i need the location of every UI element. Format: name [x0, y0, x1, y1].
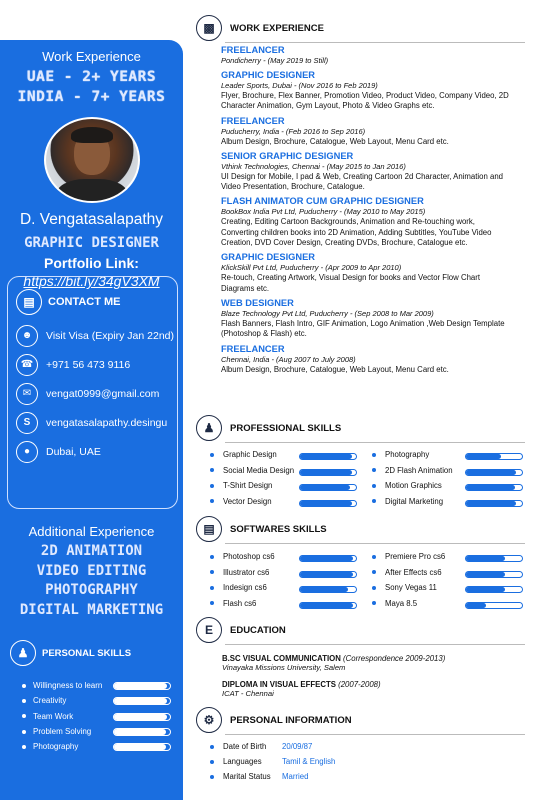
- people-icon: ♟: [196, 415, 222, 441]
- job-entry: [221, 151, 511, 193]
- job-entry: [221, 344, 511, 375]
- job-description: Album Design, Brochure, Catalogue, Web Layout, Menu Card etc.: [221, 364, 449, 374]
- job-description: Album Design, Brochure, Catalogue, Web Layout, Menu Card etc.: [221, 136, 449, 146]
- contact-visa: ☻ Visit Visa (Expiry Jan 22nd): [16, 321, 177, 350]
- job-subtitle: BookBox India Pvt Ltd, Puducherry - (May 2010 to May 2015): [221, 207, 426, 217]
- skill-level-bar: [465, 555, 523, 562]
- skill-label: Premiere Pro cs6: [385, 552, 446, 561]
- contact-heading: ▤ CONTACT ME: [16, 289, 177, 315]
- software-skill-row: [372, 568, 442, 577]
- job-title: GRAPHIC DESIGNER: [221, 70, 316, 80]
- job-subtitle: Leader Sports, Dubai - (Nov 2016 to Feb 2019): [221, 81, 378, 90]
- skill-level-bar: [113, 697, 171, 705]
- education-school: Vinayaka Missions University, Salem: [222, 663, 346, 672]
- bullet-icon: [372, 499, 376, 503]
- job-description: Re-touch, Creating Artwork, Visual Design for books and Vector Flow Chart Diagrams etc.: [221, 273, 481, 293]
- skill-level-bar: [299, 586, 357, 593]
- bullet-icon: [372, 555, 376, 559]
- job-title: WEB DESIGNER: [221, 297, 294, 308]
- bullet-icon: [22, 730, 26, 734]
- skill-label: Problem Solving: [33, 727, 92, 737]
- job-entry: [221, 196, 511, 248]
- skill-label: Illustrator cs6: [223, 567, 270, 577]
- skill-level-bar: [299, 571, 357, 578]
- personal-skill-row: [22, 709, 180, 724]
- personal-info-row: [210, 772, 510, 781]
- contact-email[interactable]: ✉ vengat0999@gmail.com: [16, 379, 177, 408]
- briefcase-icon: ▩: [196, 15, 222, 41]
- software-skill-row: [372, 599, 417, 608]
- document-icon: E: [196, 617, 222, 643]
- job-title: SENIOR GRAPHIC DESIGNER: [221, 150, 354, 161]
- personal-skill-row: [22, 693, 180, 708]
- skill-level-bar: [113, 728, 171, 736]
- bullet-icon: [372, 601, 376, 605]
- skill-level-bar: [465, 586, 523, 593]
- info-value: Tamil & English: [282, 757, 336, 766]
- professional-skill-row: [372, 466, 453, 475]
- job-title: FREELANCER: [221, 45, 285, 55]
- job-subtitle: KlickSkill Pvt Ltd, Puducherry - (Apr 2009 to Apr 2010): [221, 263, 402, 273]
- skill-label: Photography: [33, 742, 79, 752]
- personal-skill-row: [22, 724, 180, 739]
- skill-label: After Effects cs6: [385, 567, 442, 577]
- contact-card-icon: ▤: [16, 289, 42, 315]
- personal-info-heading: ⚙ PERSONAL INFORMATION: [196, 706, 352, 734]
- info-value: Married: [282, 772, 309, 781]
- job-entry: [221, 116, 511, 147]
- job-subtitle: Vthink Technologies, Chennai - (May 2015 to Jan 2016): [221, 161, 406, 171]
- bullet-icon: [210, 601, 214, 605]
- job-entry: [221, 298, 511, 340]
- software-skills-heading: ▤ SOFTWARES SKILLS: [196, 515, 327, 543]
- professional-skills-heading: ♟ PROFESSIONAL SKILLS: [196, 414, 341, 442]
- portfolio-link[interactable]: https://bit.ly/34gV3XM: [23, 273, 160, 289]
- info-value: 20/09/87: [282, 742, 313, 751]
- education-degree: B.SC VISUAL COMMUNICATION (Correspondence 2009-2013): [222, 654, 446, 663]
- skill-level-bar: [465, 500, 523, 507]
- software-skill-row: [372, 583, 437, 592]
- bullet-icon: [210, 468, 214, 472]
- professional-skill-row: [210, 466, 294, 475]
- skill-level-bar: [465, 602, 523, 609]
- skill-level-bar: [113, 682, 171, 690]
- job-subtitle: Puducherry, India - (Feb 2016 to Sep 2016): [221, 126, 366, 136]
- skill-level-bar: [465, 571, 523, 578]
- bullet-icon: [210, 453, 214, 457]
- work-experience-heading: ▩ WORK EXPERIENCE: [196, 14, 324, 42]
- job-entry: [221, 252, 511, 294]
- software-skill-row: [210, 599, 256, 608]
- job-subtitle: Pondicherry - (May 2019 to Still): [221, 56, 329, 65]
- education-school: ICAT - Chennai: [222, 689, 274, 698]
- skill-label: Creativity: [33, 696, 67, 706]
- skill-level-bar: [299, 453, 357, 460]
- additional-item: PHOTOGRAPHY: [45, 582, 138, 598]
- job-entry: [221, 70, 511, 112]
- personal-skill-row: [22, 739, 180, 754]
- contact-box: [7, 276, 178, 509]
- skill-level-bar: [299, 602, 357, 609]
- skill-label: Indesign cs6: [223, 583, 267, 592]
- software-skill-row: [210, 552, 275, 561]
- job-description: Flyer, Brochure, Flex Banner, Promotion Video, Product Video, Company Video, 2D Character Animation, Gym Layout, Photo & Video Graphs etc.: [221, 91, 509, 111]
- contact-location: ● Dubai, UAE: [16, 437, 177, 466]
- skill-level-bar: [465, 484, 523, 491]
- skill-label: Maya 8.5: [385, 598, 418, 608]
- bullet-icon: [210, 570, 214, 574]
- info-label: Languages: [223, 757, 262, 766]
- job-entry: [221, 45, 511, 66]
- education-list: [222, 654, 532, 698]
- skype-icon: S: [16, 412, 38, 434]
- job-title: GRAPHIC DESIGNER: [221, 252, 316, 263]
- education-degree: DIPLOMA IN VISUAL EFFECTS (2007-2008): [222, 680, 381, 689]
- info-label: Date of Birth: [223, 742, 267, 751]
- contact-skype[interactable]: S vengatasalapathy.desingu: [16, 408, 177, 437]
- skill-label: Sony Vegas 11: [385, 583, 437, 592]
- bullet-icon: [210, 745, 214, 749]
- additional-item: 2D ANIMATION: [40, 543, 143, 559]
- professional-skill-row: [372, 450, 429, 459]
- skill-label: Willingness to learn: [33, 681, 103, 691]
- skill-label: Digital Marketing: [385, 496, 444, 506]
- professional-skill-row: [210, 450, 277, 459]
- skill-level-bar: [299, 484, 357, 491]
- job-title: FREELANCER: [221, 343, 285, 354]
- additional-heading: Additional Experience: [28, 524, 155, 539]
- personal-info-row: [210, 757, 510, 766]
- skill-level-bar: [299, 500, 357, 507]
- candidate-title: GRAPHIC DESIGNER: [24, 235, 159, 251]
- software-skill-row: [210, 583, 267, 592]
- skill-label: Graphic Design: [223, 450, 277, 459]
- job-description: UI Design for Mobile, I pad & Web, Creating Cartoon 2d Character, Animation and Video Presentation, Brochure, Catalogue.: [221, 171, 503, 192]
- skill-label: Vector Design: [223, 496, 272, 506]
- info-label: Marital Status: [223, 772, 271, 781]
- person-gear-icon: ⚙: [196, 707, 222, 733]
- professional-skill-row: [210, 481, 272, 490]
- person-card-icon: ☻: [16, 325, 38, 347]
- skill-label: Flash cs6: [223, 598, 257, 608]
- job-title: FREELANCER: [221, 115, 285, 126]
- skill-label: Motion Graphics: [385, 481, 442, 490]
- skill-label: 2D Flash Animation: [385, 465, 453, 475]
- skill-label: Team Work: [33, 711, 74, 721]
- location-pin-icon: ●: [16, 441, 38, 463]
- skill-level-bar: [465, 469, 523, 476]
- skill-level-bar: [113, 713, 171, 721]
- professional-skill-row: [372, 481, 442, 490]
- skill-level-bar: [299, 469, 357, 476]
- bullet-icon: [210, 555, 214, 559]
- additional-item: DIGITAL MARKETING: [19, 601, 164, 618]
- people-icon: ♟: [10, 640, 36, 666]
- skill-label: T-Shirt Design: [223, 481, 273, 490]
- job-subtitle: Blaze Technology Pvt Ltd, Puducherry - (Sep 2008 to Mar 2009): [221, 308, 434, 318]
- bullet-icon: [372, 468, 376, 472]
- avatar: [44, 117, 140, 203]
- mail-icon: ✉: [16, 383, 38, 405]
- job-title: FLASH ANIMATOR CUM GRAPHIC DESIGNER: [221, 196, 424, 207]
- bullet-icon: [22, 699, 26, 703]
- experience-uae: UAE - 2+ YEARS: [26, 69, 157, 85]
- additional-experience: [0, 524, 183, 620]
- bullet-icon: [22, 684, 26, 688]
- job-description: Flash Banners, Flash Intro, GIF Animation, Logo Animation ,Web Design Template (Photoshop & Flash) etc.: [221, 318, 505, 339]
- software-skill-row: [210, 568, 269, 577]
- software-skill-row: [372, 552, 445, 561]
- contact-phone[interactable]: ☎ +971 56 473 9116: [16, 350, 177, 379]
- job-description: Creating, Editing Cartoon Backgrounds, Animation and Re-touching work, Converting children books into 2D Animation, Adding Subtitles, YouTube Video Creation, DVD Cover Design, Creating DVDs, Brochure, Catalogue etc.: [221, 217, 492, 248]
- bullet-icon: [210, 760, 214, 764]
- skill-level-bar: [299, 555, 357, 562]
- work-experience-summary-heading: Work Experience: [42, 49, 141, 64]
- professional-skill-row: [210, 497, 272, 506]
- additional-item: VIDEO EDITING: [36, 562, 147, 579]
- candidate-name: D. Vengatasalapathy: [19, 211, 164, 228]
- professional-skill-row: [372, 497, 443, 506]
- bullet-icon: [210, 484, 214, 488]
- job-subtitle: Chennai, India - (Aug 2007 to July 2008): [221, 354, 356, 364]
- personal-skills: [10, 640, 180, 754]
- bullet-icon: [372, 570, 376, 574]
- bullet-icon: [22, 714, 26, 718]
- skill-label: Social Media Design: [223, 465, 295, 475]
- personal-skills-heading: ♟ PERSONAL SKILLS: [10, 640, 180, 666]
- personal-info-row: [210, 742, 510, 751]
- bullet-icon: [372, 453, 376, 457]
- bullet-icon: [22, 745, 26, 749]
- skill-level-bar: [465, 453, 523, 460]
- bullet-icon: [210, 586, 214, 590]
- skill-label: Photography: [385, 450, 430, 459]
- bullet-icon: [372, 484, 376, 488]
- personal-skill-row: [22, 678, 180, 693]
- bullet-icon: [372, 586, 376, 590]
- phone-icon: ☎: [16, 354, 38, 376]
- bullet-icon: [210, 499, 214, 503]
- experience-india: INDIA - 7+ YEARS: [17, 89, 166, 105]
- bullet-icon: [210, 775, 214, 779]
- monitor-icon: ▤: [196, 516, 222, 542]
- portfolio-label: Portfolio Link:: [44, 255, 139, 271]
- skill-label: Photoshop cs6: [223, 552, 275, 561]
- education-heading: E EDUCATION: [196, 616, 286, 644]
- skill-level-bar: [113, 743, 171, 751]
